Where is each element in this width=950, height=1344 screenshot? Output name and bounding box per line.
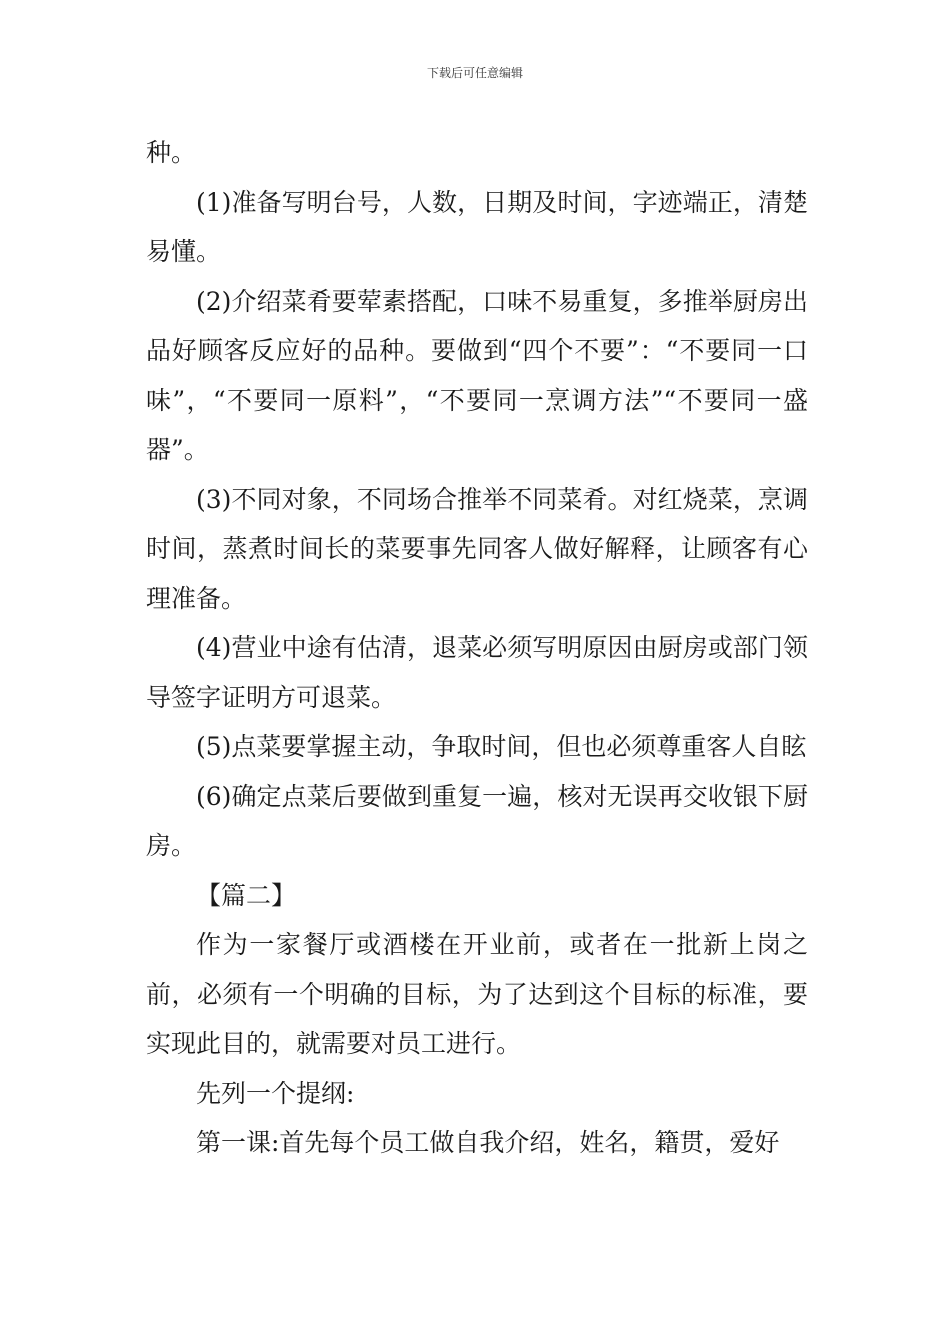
page-header: 下载后可任意编辑 [426, 66, 523, 80]
paragraph-item-1: (1)准备写明台号，人数，日期及时间，字迹端正，清楚易懂。 [146, 187, 808, 266]
document-body [146, 128, 808, 1168]
paragraph-item-2: (2)介绍菜肴要荤素搭配，口味不易重复，多推举厨房出品好顾客反应好的品种。要做到“四个不要”：“不要同一口味”，“不要同一原料”，“不要同一烹调方法”“不要同一盛器”。 [146, 286, 808, 464]
paragraph-item-3: (3)不同对象，不同场合推举不同菜肴。对红烧菜，烹调时间，蒸煮时间长的菜要事先同客人做好解释，让顾客有心理准备。 [146, 484, 808, 613]
paragraph-item-5: (5)点菜要掌握主动，争取时间，但也必须尊重客人自眩 [196, 732, 807, 761]
paragraph-item-6: (6)确定点菜后要做到重复一遍，核对无误再交收银下厨房。 [146, 781, 808, 860]
paragraph-continuation: 种。 [146, 138, 197, 167]
section-heading: 【篇二】 [196, 880, 297, 910]
paragraph-item-4: (4)营业中途有估清，退菜必须写明原因由厨房或部门领导签字证明方可退菜。 [146, 633, 808, 712]
paragraph-intro: 作为一家餐厅或酒楼在开业前，或者在一批新上岗之前，必须有一个明确的目标，为了达到这个目标的标准，要实现此目的，就需要对员工进行。 [146, 930, 808, 1058]
paragraph-outline: 先列一个提纲: [196, 1078, 355, 1108]
paragraph-lesson-1: 第一课:首先每个员工做自我介绍，姓名，籍贯，爱好 [196, 1128, 780, 1157]
